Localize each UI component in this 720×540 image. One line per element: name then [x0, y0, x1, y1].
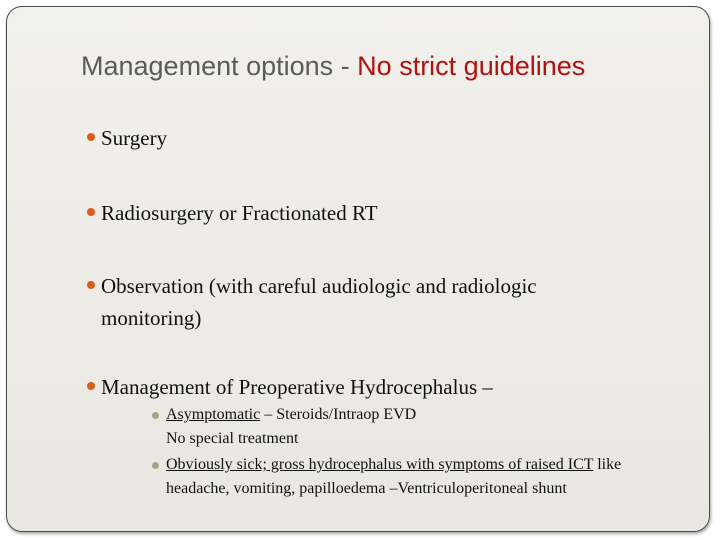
sub-bullet-obviously-sick-line2: headache, vomiting, papilloedema –Ventriculoperitoneal shunt: [166, 480, 567, 497]
sub-bullet-obviously-sick-underlined: Obviously sick; gross hydrocephalus with symptoms of raised ICT: [166, 456, 594, 473]
title-accent: No strict guidelines: [357, 51, 586, 81]
slide: [6, 6, 710, 532]
sub-bullet-dot-icon: [152, 412, 159, 419]
bullet-hydrocephalus: Management of Preoperative Hydrocephalus –: [101, 375, 493, 399]
bullet-dot-icon: [87, 133, 95, 141]
slide-title: [81, 51, 585, 82]
bullet-dot-icon: [87, 382, 95, 390]
title-main: Management options -: [81, 51, 358, 81]
sub-bullet-asymptomatic-rest: – Steroids/Intraop EVD: [260, 406, 417, 423]
sub-bullet-asymptomatic-line2: No special treatment: [166, 430, 299, 447]
bullet-observation: [101, 270, 537, 334]
bullet-dot-icon: [87, 281, 95, 289]
bullet-radiosurgery: Radiosurgery or Fractionated RT: [101, 201, 378, 225]
sub-bullet-asymptomatic-line1: [166, 403, 416, 427]
sub-bullet-obviously-sick-rest: like: [593, 456, 622, 473]
sub-bullet-obviously-sick: [166, 453, 621, 501]
sub-bullet-obviously-sick-line1: [166, 453, 621, 477]
sub-bullet-asymptomatic-underlined: Asymptomatic: [166, 406, 261, 423]
sub-bullet-dot-icon: [152, 462, 159, 469]
bullet-observation-line2: monitoring): [101, 306, 202, 330]
bullet-observation-line1: Observation (with careful audiologic and radiologic: [101, 274, 537, 298]
bullet-surgery: Surgery: [101, 126, 168, 150]
sub-bullet-asymptomatic: [166, 403, 416, 451]
bullet-dot-icon: [87, 208, 95, 216]
